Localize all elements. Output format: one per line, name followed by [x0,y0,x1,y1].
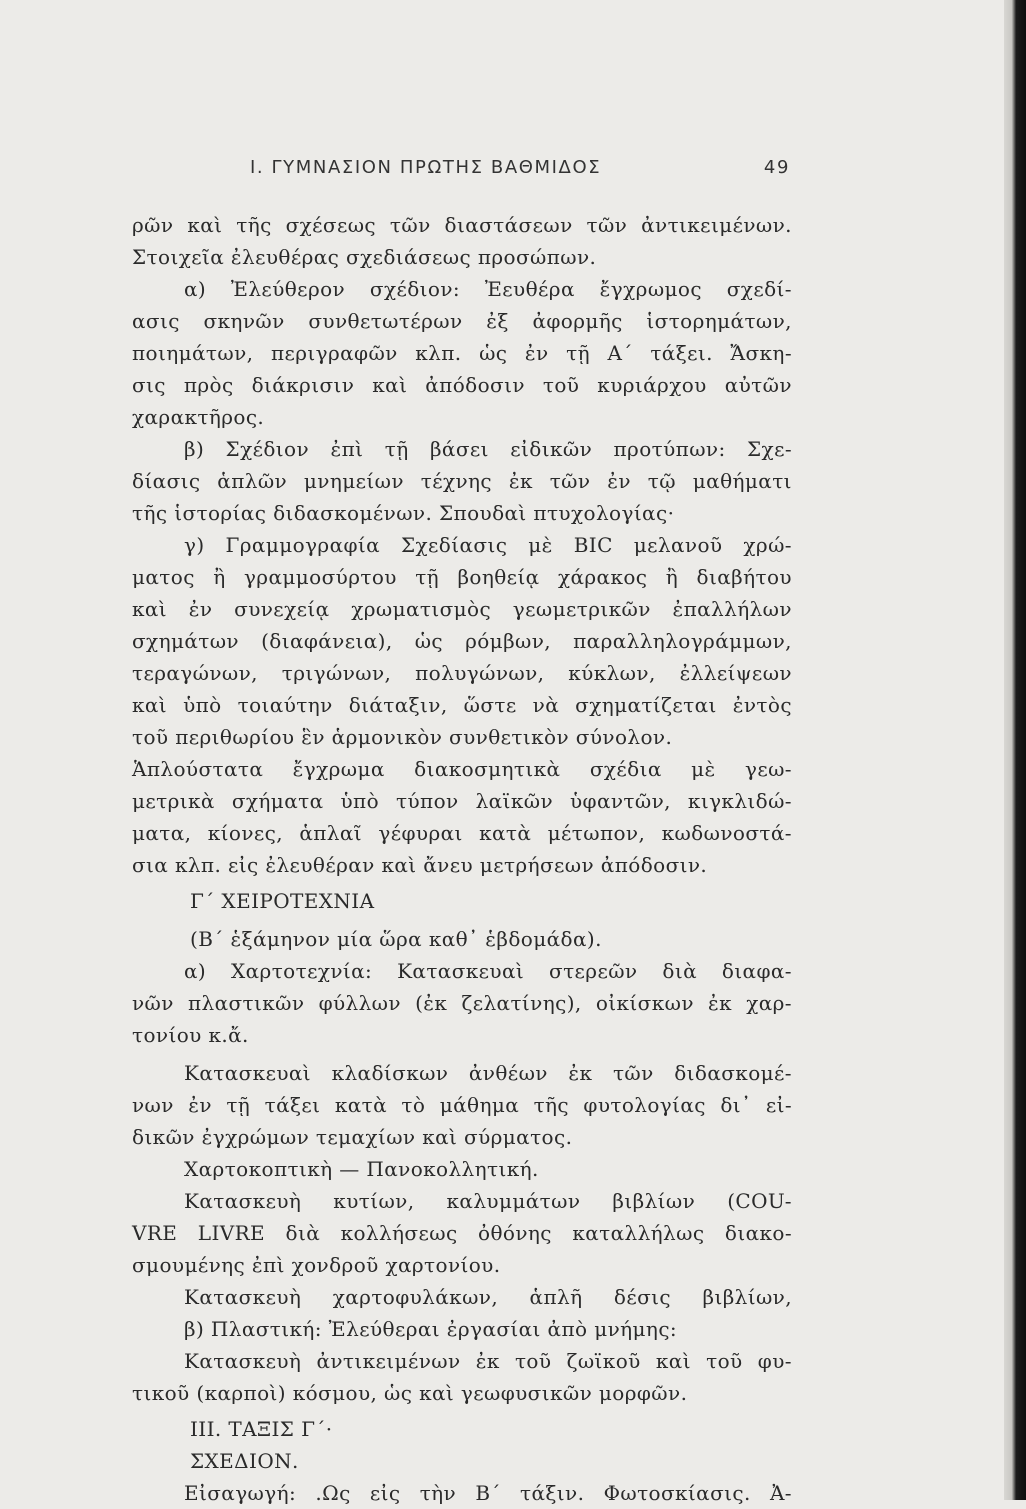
word: σχημάτων [132,629,239,653]
word: κιγκλιδώ- [687,789,792,813]
word: προτύπων: [613,437,726,461]
word: ἐκ [568,1061,593,1085]
word: ἐν [188,1093,212,1117]
word: δέσις [613,1285,672,1309]
word: τάξιν. [520,1481,585,1505]
text-line [132,1345,792,1377]
text-line [132,433,792,465]
word: οἰκίσκων [595,991,694,1015]
word: διαστάσεων [444,213,573,237]
word: σχεδί- [726,277,792,301]
word: τῇ [384,437,409,461]
text-line: δικῶν ἐγχρώμων τεμαχίων καὶ σύρματος. [132,1125,573,1149]
word: τῆς [236,213,272,237]
word: ὑπὸ [340,789,380,813]
word: διὰ [285,1221,321,1245]
text-line [132,465,792,497]
word: συνεχείᾳ [234,597,330,621]
word: ρῶν [132,213,174,237]
word: μελανοῦ [633,533,723,557]
word: διὰ [662,959,697,983]
word: τῶν [389,213,431,237]
word: β) [184,437,205,461]
text-line [132,337,792,369]
word: Α΄ [607,341,633,365]
word: ρόμβων, [465,629,552,653]
word: τὸ [401,1093,426,1117]
text-line: β) Πλαστική: Ἐλεύθεραι ἐργασίαι ἀπὸ μνήμης: [184,1317,678,1341]
word: VRE [132,1221,178,1245]
word: βάσει [429,437,489,461]
text-line [132,657,792,689]
word: ἐπαλλήλων [672,597,792,621]
page-body [132,209,792,1509]
word: Κατασκευὴ [184,1285,302,1309]
word: κατὰ [334,1093,387,1117]
word: Κατασκευὴ [184,1349,302,1373]
word: LIVRE [197,1221,266,1245]
word: γέφυραι [378,821,463,845]
word: ὥστε [463,693,517,717]
word: χρωματισμὸς [351,597,492,621]
word: ἢ [213,565,226,589]
word: καὶ [187,213,223,237]
word: Σχε- [747,437,792,461]
word: ἐλλείψεων [679,661,792,685]
word: νων [132,1093,174,1117]
word: χαρτοφυλάκων, [332,1285,499,1309]
word: ἐπὶ [330,437,364,461]
word: ὑφαντῶν, [570,789,671,813]
word: ἐκ [508,469,533,493]
word: ὡς [414,629,443,653]
text-line: τονίου κ.ἄ. [132,1023,249,1047]
word: μὲ [528,533,553,557]
word: (διαφάνεια), [261,629,393,653]
word: τῶν [612,1061,654,1085]
word: ἐκ [708,991,733,1015]
word: ὀθόνης [478,1221,552,1245]
word: σκηνῶν [203,309,285,333]
word: καὶ [372,373,408,397]
word: διάκρισιν [251,373,355,397]
word: κυριάρχου [597,373,707,397]
word: Κατασκευαὶ [184,1061,312,1085]
word: διάταξιν, [348,693,448,717]
word: σις [132,373,166,397]
word: σχέσεως [285,213,377,237]
word: καὶ [132,597,168,621]
word: φύλλων [318,991,401,1015]
text-line: σμουμένης ἐπὶ χονδροῦ χαρτονίου. [132,1253,501,1277]
text-line [132,753,792,785]
word: μάθημα [439,1093,520,1117]
page-edge-shadow [1004,0,1026,1500]
text-line [132,1185,792,1217]
word: σχέδιον: [369,277,461,301]
word: ἁπλαῖ [299,821,363,845]
word: ὡς [479,341,508,365]
word: σχέδια [589,757,662,781]
word: δι᾿ [720,1093,752,1117]
word: μαθήματι [692,469,792,493]
word: φυτολογίας [583,1093,706,1117]
word: Ἐλεύθερον [230,277,346,301]
word: ἔγχρωμα [292,757,385,781]
text-line [132,625,792,657]
word: μνημείων [303,469,404,493]
word: τῶν [549,469,591,493]
word: τῇ [226,1093,251,1117]
word: βοηθείᾳ [457,565,540,589]
word: Φωτοσκίασις. [603,1481,751,1505]
word: λαϊκῶν [475,789,553,813]
word: τάξει [264,1093,321,1117]
page-number: 49 [763,157,790,178]
word: Ἁπλούστατα [132,757,264,781]
text-line [132,593,792,625]
word: διαβήτου [696,565,792,589]
word: Κατασκευαὶ [397,959,525,983]
text-line [132,1477,792,1509]
word: σχηματίζεται [575,693,717,717]
word: βιβλίων, [702,1285,792,1309]
text-line [132,561,792,593]
word: πλαστικῶν [187,991,305,1015]
word: τὴν [419,1481,457,1505]
word: ἐν [524,341,549,365]
word: γ) [184,533,205,557]
word: πολυγώνων, [415,661,545,685]
word: κλπ. [415,341,462,365]
word: εἰς [369,1481,401,1505]
word: καὶ [132,693,168,717]
word: ασις [132,309,180,333]
word: τριγώνων, [281,661,392,685]
word: γραμμοσύρτου [243,565,397,589]
word: γεωμετρικῶν [512,597,651,621]
word: πρὸς [183,373,234,397]
word: σχήματα [231,789,324,813]
text-line: τῆς ἱστορίας διδασκομένων. Σπουδαὶ πτυχολογίας· [132,501,675,525]
section-heading: ΣΧΕΔΙΟΝ. [190,1449,299,1473]
word: ζωϊκοῦ [566,1349,641,1373]
word: καλυμμάτων [446,1189,581,1213]
word: παραλληλογράμμων, [573,629,792,653]
text-line: σια κλπ. εἰς ἐλευθέραν καὶ ἄνευ μετρήσεων ἀπόδοσιν. [132,853,708,877]
word: αὐτῶν [724,373,792,397]
word: καταλλήλως [572,1221,705,1245]
word: τῇ [415,565,440,589]
word: κλαδίσκων [331,1061,449,1085]
word: μὲ [691,757,716,781]
text-line [132,1057,792,1089]
text-line [132,369,792,401]
word: Χαρτοτεχνία: [231,959,373,983]
word: μέτωπον, [547,821,646,845]
word: τοῦ [706,1349,743,1373]
word: εἰδικῶν [510,437,593,461]
word: Ἄσκη- [730,341,792,365]
word: χάρακος [557,565,648,589]
word: BIC [573,533,613,557]
word: τῶν [586,213,628,237]
text-line: Στοιχεῖα ἐλευθέρας σχεδιάσεως προσώπων. [132,245,597,269]
word: ἀντικειμένων [316,1349,461,1373]
word: χαρ- [746,991,792,1015]
word: κυτίων, [333,1189,415,1213]
text-line: (Β΄ ἑξάμηνον μία ὥρα καθ᾿ ἑβδομάδα). [190,927,602,951]
word: τοῦ [542,373,580,397]
word: διακοσμητικὰ [414,757,561,781]
word: ἀφορμῆς [532,309,623,333]
word: κίονες, [207,821,284,845]
word: δίασις [132,469,201,493]
word: καὶ [655,1349,691,1373]
text-line: τοῦ περιθωρίου ἓν ἁρμονικὸν συνθετικὸν σύνολον. [132,725,673,749]
text-line [132,1281,792,1313]
word: βιβλίων [612,1189,696,1213]
word: ἐξ [486,309,509,333]
text-line [132,209,792,241]
word: στερεῶν [549,959,638,983]
word: φυ- [757,1349,792,1373]
word: ζελατίνης), [461,991,582,1015]
word: ἐκ [475,1349,500,1373]
text-line [132,1217,792,1249]
word: περιγραφῶν [270,341,398,365]
word: Ἐευθέρα [484,277,575,301]
text-line [132,785,792,817]
text-line [132,305,792,337]
text-line [132,529,792,561]
word: κωδωνοστά- [661,821,792,845]
text-line [132,987,792,1019]
word: νὰ [532,693,560,717]
text-line: Χαρτοκοπτικὴ — Πανοκολλητική. [184,1157,539,1181]
word: ἀπόδοσιν [425,373,525,397]
word: ποιημάτων, [132,341,254,365]
word: ἐντὸς [732,693,792,717]
word: κολλήσεως [340,1221,458,1245]
word: τάξει. [650,341,713,365]
word: διδασκομέ- [674,1061,792,1085]
word: α) [184,959,207,983]
text-line [132,689,792,721]
word: ἀντικειμένων. [641,213,792,237]
word: γεω- [744,757,792,781]
word: συνθετωτέρων [308,309,463,333]
word: ὑπὸ [183,693,222,717]
word: τῷ [647,469,676,493]
word: ἐν [188,597,213,621]
word: τεραγώνων, [132,661,258,685]
word: ματα, [132,821,192,845]
word: ἢ [665,565,679,589]
word: (COU- [727,1189,792,1213]
word: τοῦ [514,1349,552,1373]
word: ἔγχρωμος [599,277,702,301]
word: τοιαύτην [237,693,333,717]
word: ματος [132,565,195,589]
word: ἁπλῶν [217,469,288,493]
word: Β΄ [475,1481,501,1505]
word: μετρικὰ [132,789,215,813]
word: ἐν [607,469,631,493]
word: ἱστορημάτων, [646,309,792,333]
text-line: τικοῦ (καρποὶ) κόσμου, ὡς καὶ γεωφυσικῶν μορφῶν. [132,1381,688,1405]
word: διακο- [724,1221,792,1245]
word: ἀνθέων [468,1061,548,1085]
word: .Ως [315,1481,351,1505]
word: τύπον [396,789,459,813]
word: τέχνης [420,469,493,493]
running-header [250,157,790,187]
word: (ἐκ [415,991,448,1015]
word: τῆς [533,1093,570,1117]
word: ἁπλῆ [529,1285,583,1309]
word: εἰ- [765,1093,792,1117]
text-line [132,955,792,987]
word: χρώ- [743,533,792,557]
section-heading: Γ΄ ΧΕΙΡΟΤΕΧΝΙΑ [190,889,375,913]
word: Γραμμογραφία [225,533,381,557]
word: Ἀ- [769,1481,792,1505]
word: Εἰσαγωγή: [184,1481,297,1505]
word: κατὰ [479,821,532,845]
text-line [132,817,792,849]
word: διαφα- [721,959,792,983]
word: τῇ [566,341,591,365]
section-heading: ΙΙΙ. ΤΑΞΙΣ Γ΄· [190,1417,333,1441]
text-line: χαρακτῆρος. [132,405,265,429]
word: α) [184,277,207,301]
text-line [132,273,792,305]
word: νῶν [132,991,174,1015]
word: Σχεδίασις [400,533,508,557]
word: κύκλων, [568,661,656,685]
word: Κατασκευὴ [184,1189,302,1213]
text-line [132,1089,792,1121]
word: Σχέδιον [225,437,310,461]
header-title: I. ΓΥΜΝΑΣΙΟΝ ΠΡΩΤΗΣ ΒΑΘΜΙΔΟΣ [250,157,602,178]
